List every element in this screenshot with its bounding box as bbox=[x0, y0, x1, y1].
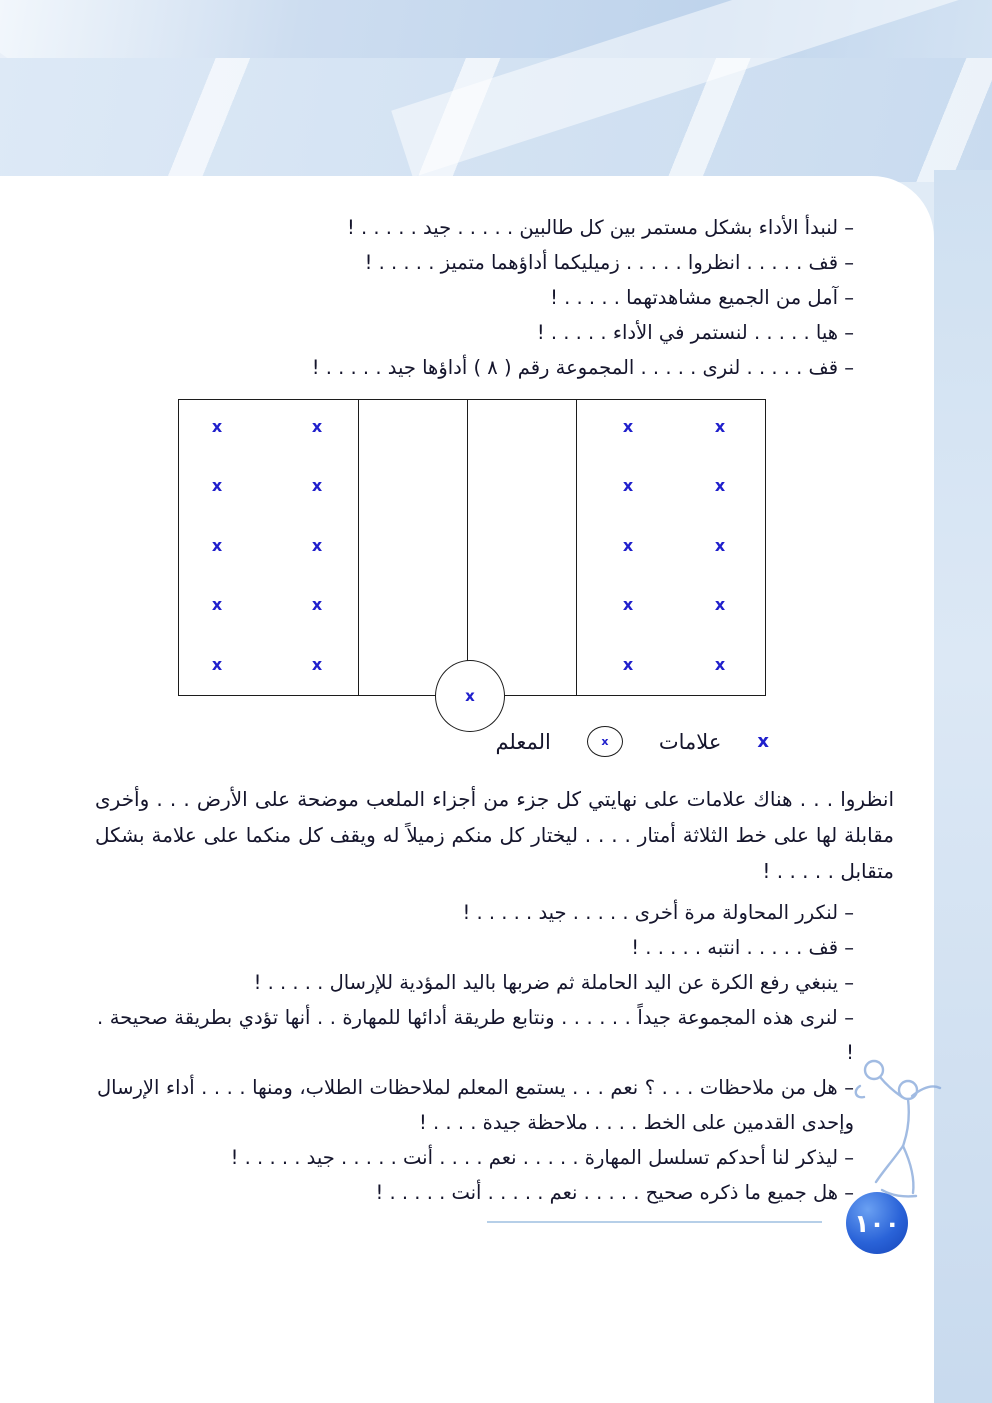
student-mark-icon: x bbox=[211, 654, 223, 674]
teacher-legend-label: المعلم bbox=[495, 729, 551, 754]
dialogue-line: – لنكرر المحاولة مرة أخرى . . . . . جيد . . . . . ! bbox=[462, 901, 854, 924]
student-mark-icon: x bbox=[622, 654, 634, 674]
dialogue-line: – آمل من الجميع مشاهدتهما . . . . . ! bbox=[550, 286, 854, 309]
student-mark-icon: x bbox=[714, 654, 726, 674]
student-mark-icon: x bbox=[311, 535, 323, 555]
dialogue-line: – ليذكر لنا أحدكم تسلسل المهارة . . . . . نعم . . . . أنت . . . . . جيد . . . . . ! bbox=[230, 1146, 854, 1169]
page-number-badge bbox=[846, 1192, 908, 1254]
student-mark-icon: x bbox=[311, 654, 323, 674]
dialogue-line: – هل جميع ما ذكره صحيح . . . . . نعم . . . . . أنت . . . . . ! bbox=[375, 1181, 854, 1204]
student-mark-icon: x bbox=[714, 476, 726, 495]
teacher-mark-icon: x bbox=[465, 687, 475, 705]
page-number: ١٠٠ bbox=[854, 1208, 900, 1238]
dialogue-line: – هيا . . . . . لنستمر في الأداء . . . . . ! bbox=[536, 321, 854, 344]
dialogue-line: – قف . . . . . انتبه . . . . . ! bbox=[631, 936, 854, 959]
court-attack-line-left bbox=[358, 400, 359, 695]
marks-legend-icon: x bbox=[757, 731, 769, 752]
student-mark-icon: x bbox=[211, 535, 223, 555]
court-diagram bbox=[178, 399, 766, 705]
side-decoration-band bbox=[934, 170, 992, 1403]
marks-legend-label: علامات bbox=[658, 729, 722, 754]
dialogue-line: – هل من ملاحظات . . . ؟ نعم . . . يستمع المعلم لملاحظات الطلاب، ومنها . . . . أداء الإرسال وإحدى القدمين على الخط . . . . ملاحظة جيدة . . . . ! bbox=[97, 1076, 854, 1134]
student-marks-right bbox=[616, 414, 732, 676]
dialogue-top-block bbox=[95, 210, 894, 385]
student-marks-left bbox=[205, 414, 329, 676]
dialogue-line: – قف . . . . . انظروا . . . . . زميليكما أداؤهما متميز . . . . . ! bbox=[364, 251, 854, 274]
student-mark-icon: x bbox=[311, 476, 323, 495]
dialogue-line: – لنرى هذه المجموعة جيداً . . . . . . ونتابع طريقة أدائها للمهارة . . أنها تؤدي بطريقة صحيحة . ! bbox=[97, 1006, 854, 1064]
student-mark-icon: x bbox=[622, 595, 634, 614]
student-mark-icon: x bbox=[714, 595, 726, 614]
student-mark-icon: x bbox=[211, 595, 223, 614]
student-mark-icon: x bbox=[622, 476, 634, 495]
student-mark-icon: x bbox=[714, 535, 726, 555]
teacher-position-circle bbox=[435, 660, 505, 732]
student-mark-icon: x bbox=[622, 416, 634, 436]
dialogue-line: – قف . . . . . لنرى . . . . . المجموعة رقم ( ٨ ) أداؤها جيد . . . . . ! bbox=[311, 356, 854, 379]
footer-divider bbox=[487, 1221, 822, 1223]
page-content bbox=[0, 176, 934, 1210]
dialogue-line: – لنبدأ الأداء بشكل مستمر بين كل طالبين . . . . . جيد . . . . . ! bbox=[346, 216, 854, 239]
court-diagram-block bbox=[95, 399, 894, 705]
student-mark-icon: x bbox=[311, 595, 323, 614]
student-mark-icon: x bbox=[311, 416, 323, 436]
dialogue-line: – ينبغي رفع الكرة عن اليد الحاملة ثم ضربها باليد المؤدية للإرسال . . . . . ! bbox=[253, 971, 854, 994]
student-mark-icon: x bbox=[211, 416, 223, 436]
teacher-legend-mark: x bbox=[601, 735, 609, 748]
court-net-line bbox=[467, 400, 468, 695]
volleyball-player-sketch-icon bbox=[852, 1040, 972, 1205]
student-mark-icon: x bbox=[714, 416, 726, 436]
student-mark-icon: x bbox=[622, 535, 634, 555]
teacher-legend-icon bbox=[587, 726, 623, 757]
dialogue-bottom-block bbox=[95, 895, 894, 1210]
court-legend bbox=[95, 726, 769, 757]
student-mark-icon: x bbox=[211, 476, 223, 495]
court-attack-line-right bbox=[576, 400, 577, 695]
page-card bbox=[0, 176, 934, 1403]
instruction-paragraph: انظروا . . . هناك علامات على نهايتي كل جزء من أجزاء الملعب موضحة على الأرض . . . وأخرى مقابلة لها على خط الثلاثة أمتار . . . . ليختار كل منكم زميلاً له ويقف كل منكما على علامة بشكل متقابل . . . . . ! bbox=[95, 787, 894, 883]
